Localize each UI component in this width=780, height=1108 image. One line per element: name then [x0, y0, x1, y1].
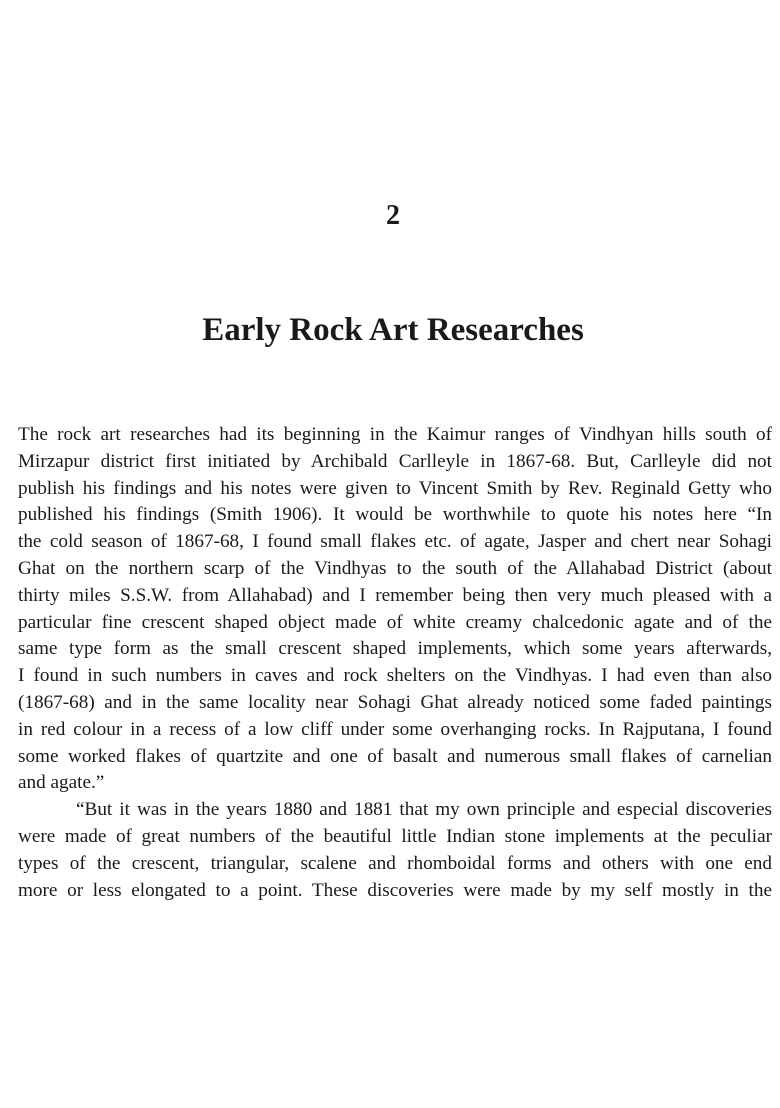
text-line: publish his findings and his notes were given to Vincent Smith by Rev. Reginald Getty who [18, 477, 772, 499]
chapter-title: Early Rock Art Researches [202, 312, 584, 348]
text-line: particular fine crescent shaped object made of white creamy chalcedonic agate and of the [18, 611, 772, 633]
text-line: thirty miles S.S.W. from Allahabad) and I remember being then very much pleased with a [18, 584, 772, 606]
text-line: published his findings (Smith 1906). It would be worthwhile to quote his notes here “In [18, 504, 772, 526]
text-line: same type form as the small crescent shaped implements, which some years afterwards, [18, 638, 772, 660]
text-line: types of the crescent, triangular, scalene and rhomboidal forms and others with one end [18, 852, 772, 874]
paragraph-1 [18, 422, 772, 797]
text-line: were made of great numbers of the beautiful little Indian stone implements at the peculiar [18, 825, 772, 847]
text-line: I found in such numbers in caves and rock shelters on the Vindhyas. I had even than also [18, 665, 772, 687]
text-line: and agate.” [18, 772, 105, 794]
text-line: “But it was in the years 1880 and 1881 that my own principle and especial discoveries [76, 799, 772, 821]
text-line: Mirzapur district first initiated by Archibald Carlleyle in 1867-68. But, Carlleyle did not [18, 450, 772, 472]
paragraph-2 [18, 797, 772, 904]
text-line: more or less elongated to a point. These discoveries were made by my self mostly in the [18, 879, 772, 901]
text-line: in red colour in a recess of a low cliff under some overhanging rocks. In Rajputana, I found [18, 718, 772, 740]
body-text [18, 422, 772, 904]
chapter-number: 2 [386, 200, 400, 231]
text-line: some worked flakes of quartzite and one of basalt and numerous small flakes of carnelian [18, 745, 772, 767]
text-line: (1867-68) and in the same locality near Sohagi Ghat already noticed some faded paintings [18, 691, 772, 713]
text-line: The rock art researches had its beginning in the Kaimur ranges of Vindhyan hills south of [18, 424, 772, 445]
text-line: the cold season of 1867-68, I found small flakes etc. of agate, Jasper and chert near Sohagi [18, 531, 772, 553]
text-line: Ghat on the northern scarp of the Vindhyas to the south of the Allahabad District (about [18, 557, 772, 579]
